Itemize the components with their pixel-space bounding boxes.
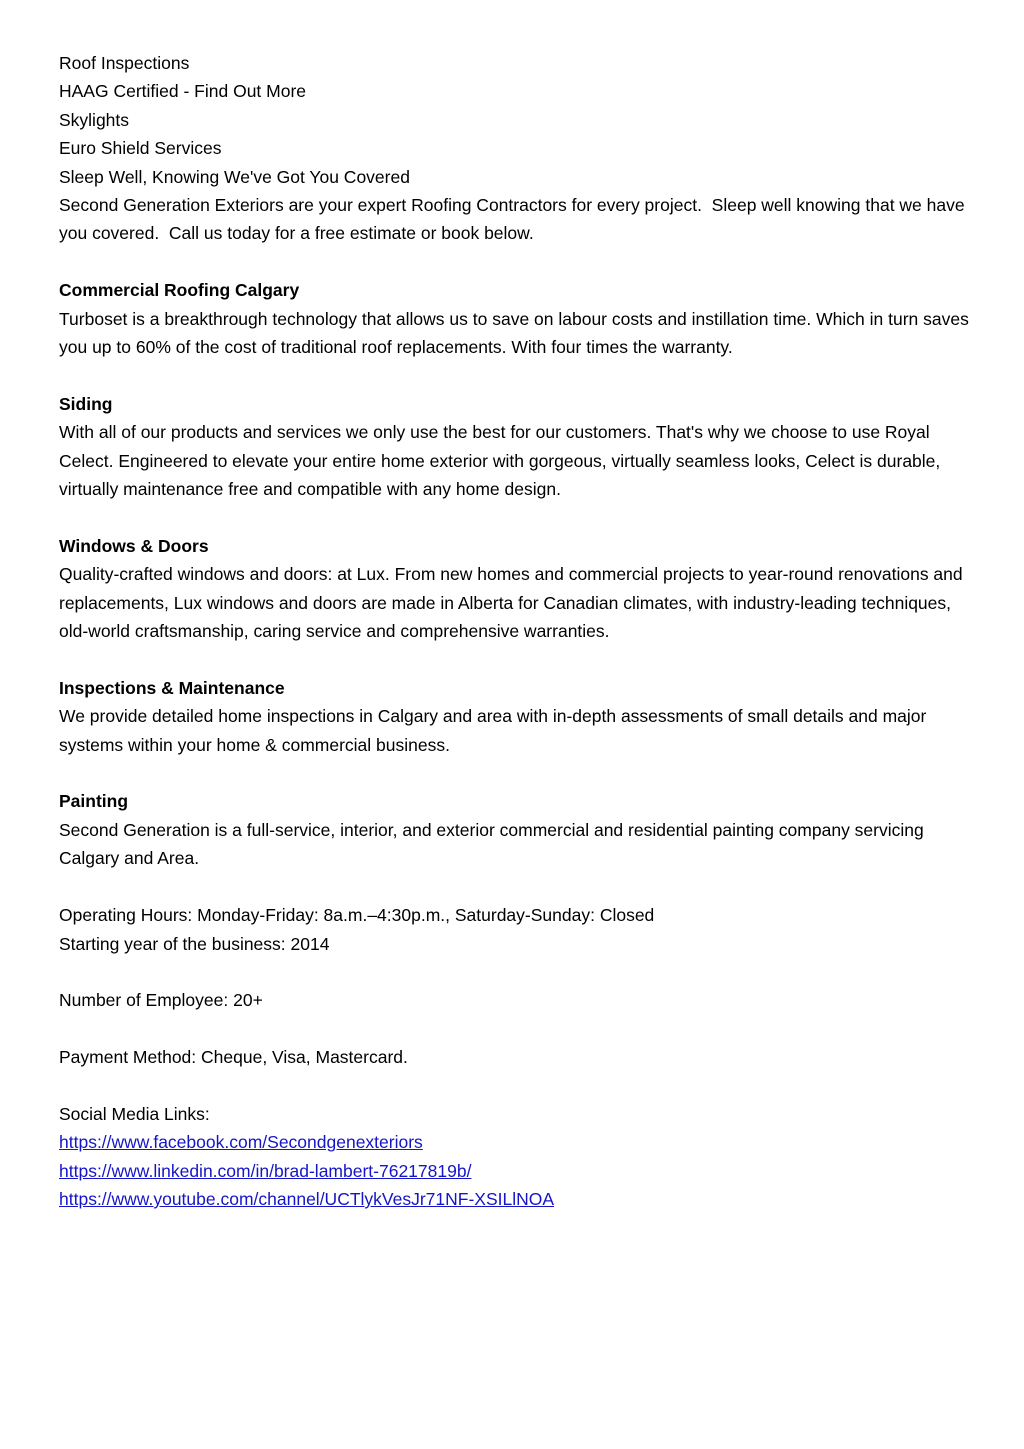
spacer (59, 361, 969, 389)
business-info (59, 901, 969, 1128)
section-body: We provide detailed home inspections in Calgary and area with in-depth assessments of small details and major systems within your home & commercial business. (59, 706, 932, 755)
spacer (59, 645, 969, 673)
section-body: Second Generation is a full-service, interior, and exterior commercial and residential painting company servicing Calgary and Area. (59, 819, 929, 869)
section-heading: Commercial Roofing Calgary (59, 280, 300, 301)
youtube-link[interactable]: https://www.youtube.com/channel/UCTlykVesJr71NF-XSILlNOA (59, 1189, 555, 1210)
intro-line-skylights: Skylights (59, 109, 130, 130)
section-painting (59, 787, 969, 872)
spacer (59, 873, 969, 901)
starting-year: Starting year of the business: 2014 (59, 933, 330, 954)
intro-line-roof-inspections: Roof Inspections (59, 53, 190, 73)
facebook-link[interactable]: https://www.facebook.com/Secondgenexteriors (59, 1132, 423, 1153)
operating-hours: Operating Hours: Monday-Friday: 8a.m.–4:30p.m., Saturday-Sunday: Closed (59, 905, 655, 926)
section-heading: Inspections & Maintenance (59, 677, 285, 698)
intro-line-sleep-well: Sleep Well, Knowing We've Got You Covered (59, 166, 410, 187)
section-body: With all of our products and services we only use the best for our customers. That's why we choose to use Royal Celect. Engineered to elevate your entire home exterior with gorgeous, virtually seamless looks, Celect is durable, virtually maintenance free and compatible with any home design. (59, 422, 946, 500)
spacer (59, 958, 969, 986)
intro-line-haag-certified: HAAG Certified - Find Out More (59, 81, 307, 102)
spacer (59, 248, 969, 276)
section-heading: Windows & Doors (59, 535, 209, 556)
section-windows-doors (59, 532, 969, 646)
social-links (59, 1128, 969, 1213)
social-media-label: Social Media Links: (59, 1103, 210, 1124)
payment-method: Payment Method: Cheque, Visa, Mastercard. (59, 1047, 408, 1068)
intro-paragraph: Second Generation Exteriors are your expert Roofing Contractors for every project. Sleep well knowing that we have you covered. Call us today for a free estimate or book below. (59, 195, 970, 244)
section-inspections-maintenance (59, 674, 969, 759)
section-body: Turboset is a breakthrough technology that allows us to save on labour costs and instillation time. Which in turn saves you up to 60% of the cost of traditional roof replacements. With four times the warranty. (59, 308, 974, 358)
document-page (59, 49, 974, 1214)
section-heading: Painting (59, 791, 129, 812)
spacer (59, 503, 969, 531)
spacer (59, 759, 969, 787)
intro-block (59, 49, 969, 248)
section-commercial-roofing (59, 276, 974, 361)
section-heading: Siding (59, 393, 113, 414)
section-siding (59, 390, 969, 504)
linkedin-link[interactable]: https://www.linkedin.com/in/brad-lambert-76217819b/ (59, 1160, 472, 1181)
intro-line-euro-shield: Euro Shield Services (59, 138, 222, 159)
section-body: Quality-crafted windows and doors: at Lux. From new homes and commercial projects to year-round renovations and replacements, Lux windows and doors are made in Alberta for Canadian climates, with industry-leading techniques, old-world craftsmanship, caring service and comprehensive warranties. (59, 564, 968, 642)
spacer (59, 1015, 969, 1043)
spacer (59, 1072, 969, 1100)
employee-count: Number of Employee: 20+ (59, 990, 263, 1011)
